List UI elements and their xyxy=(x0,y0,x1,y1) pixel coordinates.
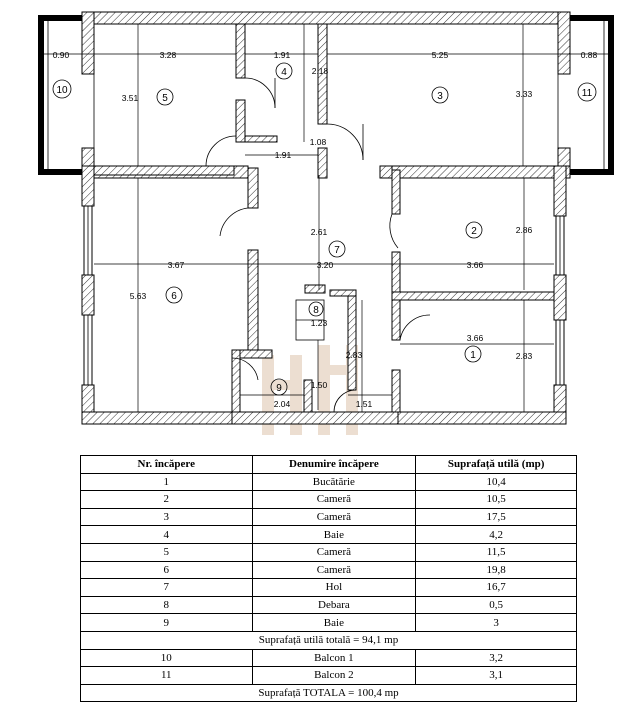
room-label-1: 1 xyxy=(470,350,476,361)
room-label-5: 5 xyxy=(162,93,168,104)
cell-nr: 1 xyxy=(81,473,253,491)
table-row xyxy=(81,614,577,632)
cell-name: Balcon 1 xyxy=(252,649,416,667)
dim-room6-height: 5.63 xyxy=(129,291,147,301)
dim-hall-lower-height: 2.83 xyxy=(345,350,363,360)
area-table xyxy=(80,455,577,702)
cell-area: 3,1 xyxy=(416,667,577,685)
room-label-4: 4 xyxy=(281,67,287,78)
cell-name: Baie xyxy=(252,614,416,632)
cell-area: 11,5 xyxy=(416,543,577,561)
dim-room2-height: 2.86 xyxy=(515,225,533,235)
room-label-7: 7 xyxy=(334,245,340,256)
dim-hall-width: 3.20 xyxy=(316,260,334,270)
cell-nr: 5 xyxy=(81,543,253,561)
header-useful-area: Suprafață utilă (mp) xyxy=(416,456,577,474)
cell-nr: 7 xyxy=(81,579,253,597)
cell-name: Cameră xyxy=(252,561,416,579)
cell-area: 3,2 xyxy=(416,649,577,667)
dim-room9-width: 2.04 xyxy=(273,399,291,409)
table-row xyxy=(81,491,577,509)
dim-room1-width: 3.66 xyxy=(466,333,484,343)
table-row xyxy=(81,667,577,685)
dim-room2-width: 3.66 xyxy=(466,260,484,270)
cell-nr: 6 xyxy=(81,561,253,579)
room-label-9: 9 xyxy=(276,383,282,394)
cell-nr: 11 xyxy=(81,667,253,685)
table-row xyxy=(81,596,577,614)
grand-total-row xyxy=(81,684,577,702)
cell-nr: 4 xyxy=(81,526,253,544)
dim-hall-bottom-width: 1.51 xyxy=(355,399,373,409)
dim-room5-height: 3.51 xyxy=(121,93,139,103)
table-row xyxy=(81,526,577,544)
room-label-3: 3 xyxy=(437,91,443,102)
table-row xyxy=(81,543,577,561)
table-row xyxy=(81,649,577,667)
useful-total-cell: Suprafață utilă totală = 94,1 mp xyxy=(81,631,577,649)
room-label-11: 11 xyxy=(581,88,593,99)
dim-room8-width: 1.23 xyxy=(310,318,328,328)
dim-room9-height: 1.50 xyxy=(310,380,328,390)
cell-name: Hol xyxy=(252,579,416,597)
header-room-name: Denumire încăpere xyxy=(252,456,416,474)
header-room-number: Nr. încăpere xyxy=(81,456,253,474)
room-label-6: 6 xyxy=(171,291,177,302)
cell-area: 3 xyxy=(416,614,577,632)
cell-name: Debara xyxy=(252,596,416,614)
dim-balcony2-width: 0.88 xyxy=(580,50,598,60)
cell-area: 16,7 xyxy=(416,579,577,597)
dim-room3-height: 3.33 xyxy=(515,89,533,99)
cell-area: 0,5 xyxy=(416,596,577,614)
dim-room5-width: 3.28 xyxy=(159,50,177,60)
cell-name: Cameră xyxy=(252,543,416,561)
table-row xyxy=(81,508,577,526)
dim-room1-height: 2.83 xyxy=(515,351,533,361)
cell-nr: 2 xyxy=(81,491,253,509)
cell-area: 10,4 xyxy=(416,473,577,491)
cell-name: Cameră xyxy=(252,508,416,526)
cell-area: 10,5 xyxy=(416,491,577,509)
dim-room6-width: 3.67 xyxy=(167,260,185,270)
room-label-2: 2 xyxy=(471,226,477,237)
cell-nr: 8 xyxy=(81,596,253,614)
room-label-10: 10 xyxy=(56,85,68,96)
cell-name: Bucătărie xyxy=(252,473,416,491)
dim-hall-upper-width: 1.91 xyxy=(274,150,292,160)
cell-name: Cameră xyxy=(252,491,416,509)
cell-nr: 3 xyxy=(81,508,253,526)
cell-area: 19,8 xyxy=(416,561,577,579)
room-label-8: 8 xyxy=(313,305,319,316)
area-table-container xyxy=(80,455,577,702)
grand-total-cell: Suprafață TOTALA = 100,4 mp xyxy=(81,684,577,702)
dim-hall-upper-height: 1.08 xyxy=(309,137,327,147)
cell-area: 17,5 xyxy=(416,508,577,526)
cell-name: Balcon 2 xyxy=(252,667,416,685)
table-header-row xyxy=(81,456,577,474)
dim-room4-height: 2.18 xyxy=(311,66,329,76)
cell-area: 4,2 xyxy=(416,526,577,544)
table-row xyxy=(81,579,577,597)
cell-name: Baie xyxy=(252,526,416,544)
dim-room4-width: 1.91 xyxy=(273,50,291,60)
dim-balcony1-width: 0.90 xyxy=(52,50,70,60)
dim-hall-height: 2.61 xyxy=(310,227,328,237)
table-row xyxy=(81,473,577,491)
table-row xyxy=(81,561,577,579)
dim-room3-width: 5.25 xyxy=(431,50,449,60)
cell-nr: 10 xyxy=(81,649,253,667)
cell-nr: 9 xyxy=(81,614,253,632)
useful-total-row xyxy=(81,631,577,649)
